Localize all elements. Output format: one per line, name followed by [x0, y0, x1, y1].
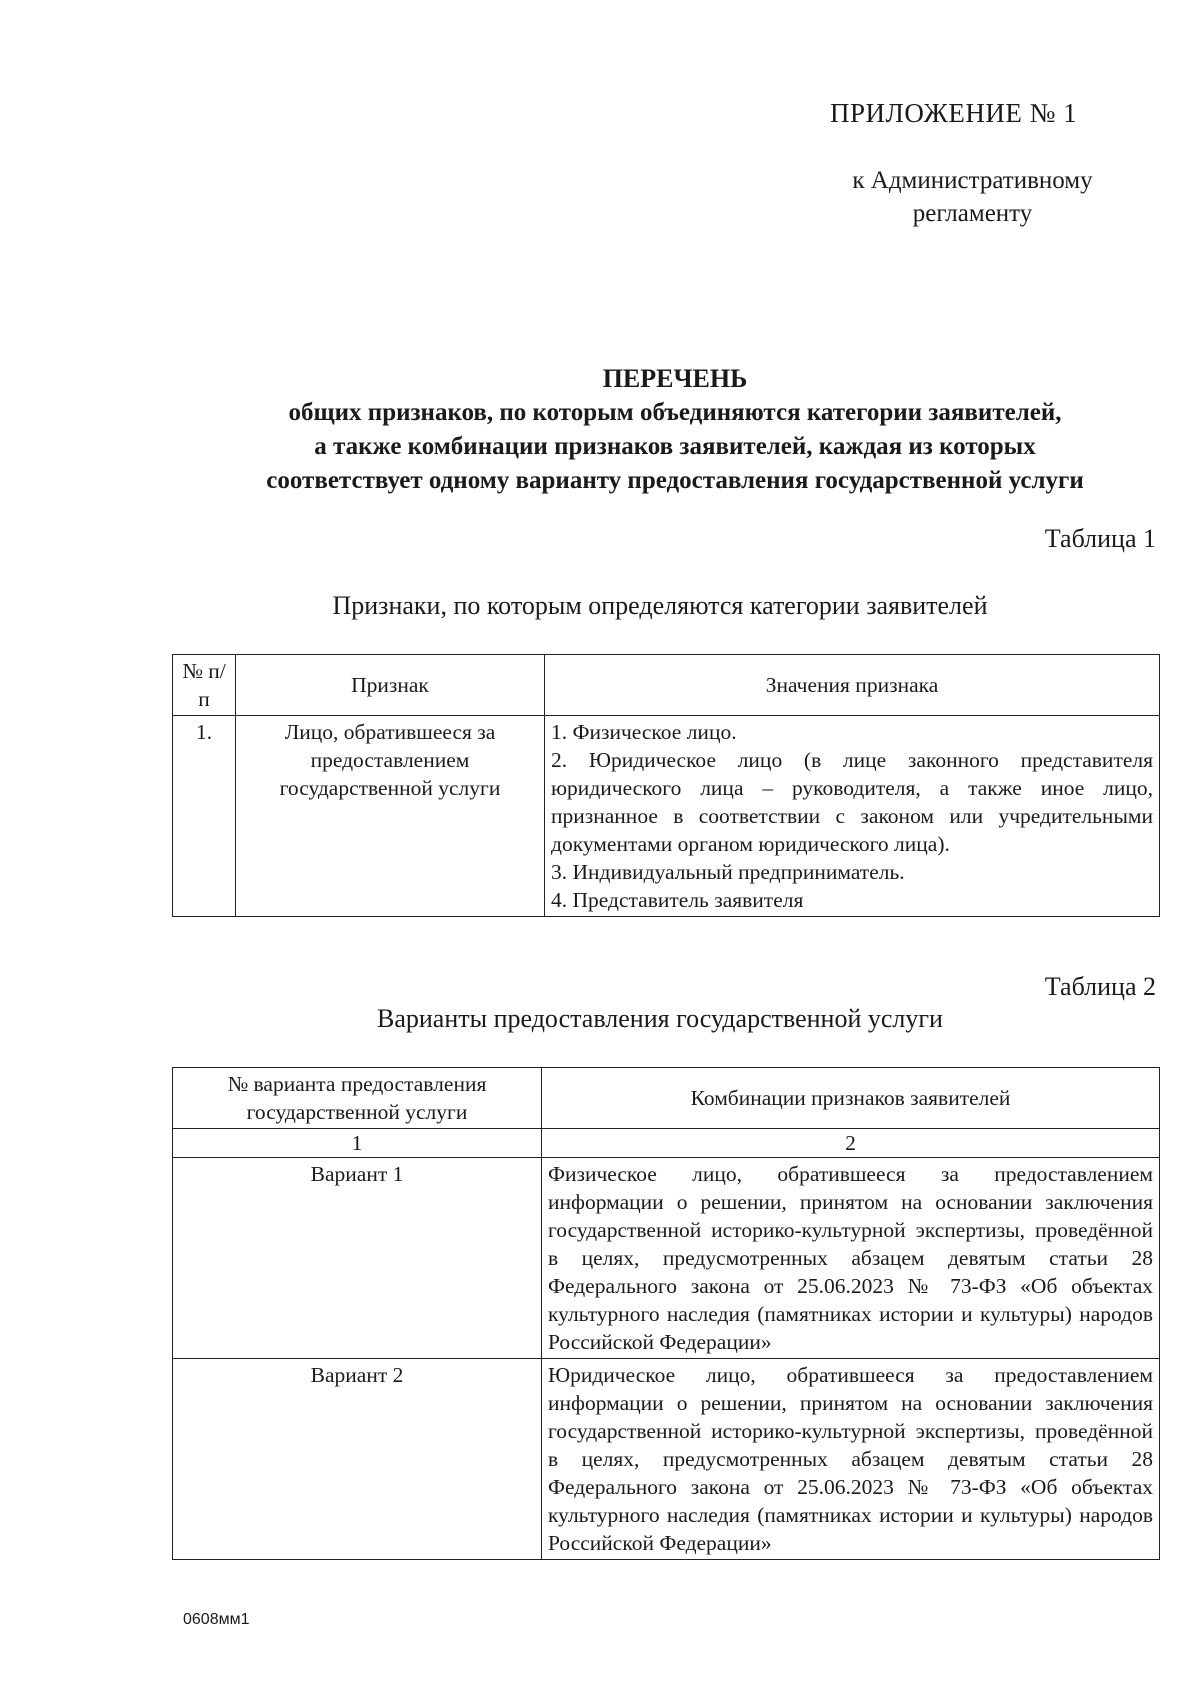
- table-header-row: [173, 1068, 1160, 1129]
- row-num: 1.: [173, 716, 236, 917]
- value-item: 4. Представитель заявителя: [551, 888, 804, 912]
- to-regulation-line1: к Административному: [852, 167, 1093, 194]
- index-col2: 2: [542, 1129, 1160, 1158]
- appendix-heading: ПРИЛОЖЕНИЕ № 1: [830, 98, 1078, 128]
- document-title: [160, 362, 1190, 498]
- to-regulation-line2: регламенту: [912, 200, 1033, 227]
- variant-combo: Юридическое лицо, обратившееся за предоставлением информации о решении, принятом на основании заключения государственной историко-культурной экспертизы, проведённой в целях, предусмотренных абзацем девятым статьи 28 Федерального закона от 25.06.2023 № 73-ФЗ «Об объектах культурного наследия (памятниках истории и культуры) народов Российской Федерации»: [542, 1359, 1160, 1560]
- document-code: 0608мм1: [183, 1611, 250, 1628]
- header-combo: Комбинации признаков заявителей: [542, 1068, 1160, 1129]
- title-line1: общих признаков, по которым объединяются категории заявителей,: [288, 399, 1062, 426]
- table-row: [173, 1359, 1160, 1560]
- row-sign: Лицо, обратившееся за предоставлением государственной услуги: [236, 716, 545, 917]
- table-header-row: [173, 655, 1160, 716]
- to-regulation-note: [820, 164, 1125, 230]
- variant-combo: Физическое лицо, обратившееся за предоставлением информации о решении, принятом на основании заключения государственной историко-культурной экспертизы, проведённой в целях, предусмотренных абзацем девятым статьи 28 Федерального закона от 25.06.2023 № 73-ФЗ «Об объектах культурного наследия (памятниках истории и культуры) народов Российской Федерации»: [542, 1158, 1160, 1359]
- variants-table: [172, 1067, 1160, 1560]
- header-variant: № варианта предоставления государственной услуги: [173, 1068, 542, 1129]
- table-row: [173, 1158, 1160, 1359]
- title-line3: соответствует одному варианту предоставления государственной услуги: [266, 467, 1084, 494]
- table-row: [173, 716, 1160, 917]
- value-item: 3. Индивидуальный предприниматель.: [551, 860, 905, 884]
- row-values: [545, 716, 1160, 917]
- value-item: 2. Юридическое лицо (в лице законного представителя юридического лица – руководителя, а также иное лицо, признанное в соответствии с законом или учредительными документами органом юридического лица).: [551, 748, 1153, 856]
- table-index-row: [173, 1129, 1160, 1158]
- title-main: ПЕРЕЧЕНЬ: [602, 364, 748, 393]
- header-num: № п/п: [173, 655, 236, 716]
- variant-name: Вариант 1: [173, 1158, 542, 1359]
- value-item: 1. Физическое лицо.: [551, 720, 737, 744]
- index-col1: 1: [173, 1129, 542, 1158]
- header-sign: Признак: [236, 655, 545, 716]
- signs-table: [172, 654, 1160, 917]
- table2-label: Таблица 2: [1044, 972, 1156, 1001]
- header-values: Значения признака: [545, 655, 1160, 716]
- table1-label: Таблица 1: [1044, 524, 1156, 553]
- table2-caption: Варианты предоставления государственной услуги: [377, 1004, 943, 1033]
- title-line2: а также комбинации признаков заявителей, каждая из которых: [314, 433, 1036, 460]
- variant-name: Вариант 2: [173, 1359, 542, 1560]
- table1-caption: Признаки, по которым определяются категории заявителей: [332, 591, 988, 620]
